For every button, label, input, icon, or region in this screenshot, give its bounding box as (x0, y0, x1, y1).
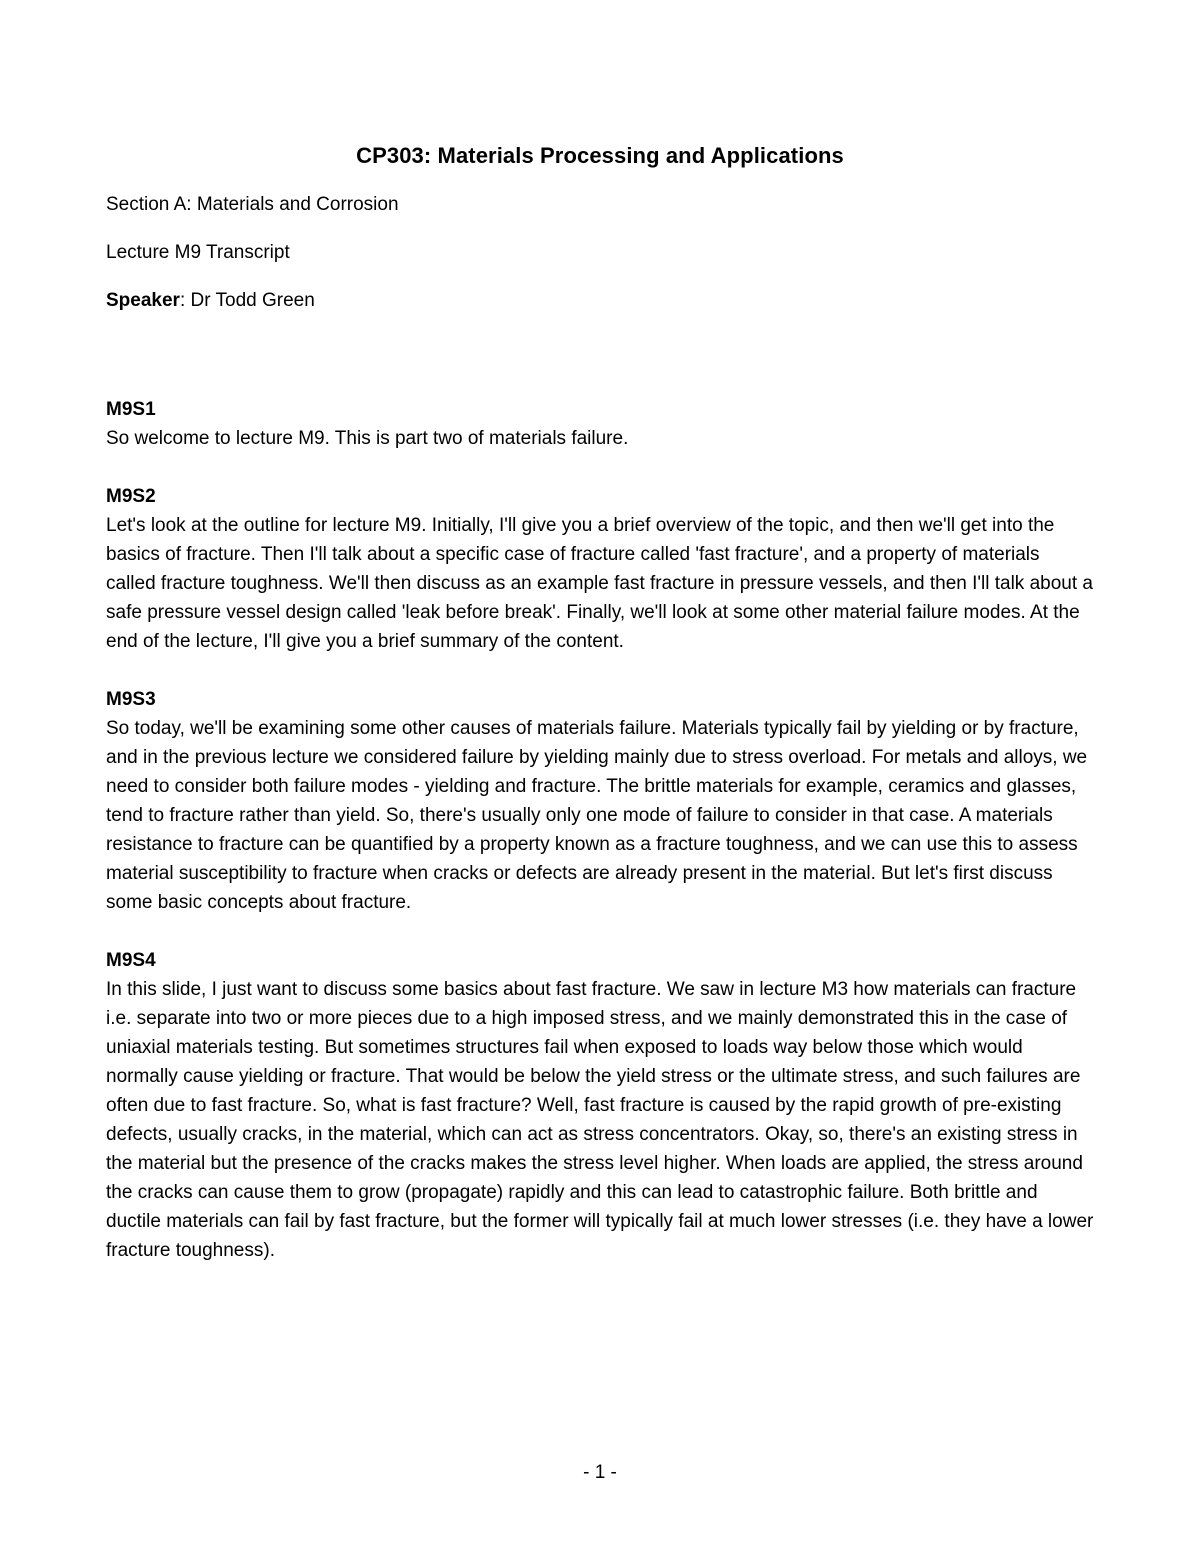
lecture-heading: Lecture M9 Transcript (106, 242, 290, 263)
segment-text: So welcome to lecture M9. This is part two of materials failure. (106, 428, 629, 449)
transcript-segment-m9s2 (106, 482, 1094, 656)
segment-id: M9S3 (106, 689, 156, 710)
segment-text: So today, we'll be examining some other causes of materials failure. Materials typically fail by yielding or by fracture, and in the previous lecture we considered failure by yielding mainly due to stress overload. For metals and alloys, we need to consider both failure modes - yielding and fracture. The brittle materials for example, ceramics and glasses, tend to fracture rather than yield. So, there's usually only one mode of failure to consider in that case. A materials resistance to fracture can be quantified by a property known as a fracture toughness, and we can use this to assess material susceptibility to fracture when cracks or defects are already present in the material. But let's first discuss some basic concepts about fracture. (106, 718, 1088, 913)
segment-text: Let's look at the outline for lecture M9. Initially, I'll give you a brief overview of the topic, and then we'll get into the basics of fracture. Then I'll talk about a specific case of fracture called 'fast fracture', and a property of materials called fracture toughness. We'll then discuss as an example fast fracture in pressure vessels, and then I'll talk about a safe pressure vessel design called 'leak before break'. Finally, we'll look at some other material failure modes. At the end of the lecture, I'll give you a brief summary of the content. (106, 515, 1093, 652)
page-number: - 1 - (583, 1462, 617, 1483)
section-heading: Section A: Materials and Corrosion (106, 194, 399, 215)
transcript-segment-m9s1 (106, 395, 1094, 453)
speaker-name: Dr Todd Green (190, 290, 315, 311)
transcript-segment-m9s4 (106, 946, 1094, 1265)
speaker-label: Speaker (106, 290, 180, 311)
segment-id: M9S2 (106, 486, 156, 507)
segment-text: In this slide, I just want to discuss some basics about fast fracture. We saw in lecture M3 how materials can fracture i.e. separate into two or more pieces due to a high imposed stress, and we mainly demonstrated this in the case of uniaxial materials testing. But sometimes structures fail when exposed to loads way below those which would normally cause yielding or fracture. That would be below the yield stress or the ultimate stress, and such failures are often due to fast fracture. So, what is fast fracture? Well, fast fracture is caused by the rapid growth of pre-existing defects, usually cracks, in the material, which can act as stress concentrators. Okay, so, there's an existing stress in the material but the presence of the cracks makes the stress level higher. When loads are applied, the stress around the cracks can cause them to grow (propagate) rapidly and this can lead to catastrophic failure. Both brittle and ductile materials can fail by fast fracture, but the former will typically fail at much lower stresses (i.e. they have a lower fracture toughness). (106, 979, 1094, 1261)
transcript-body (106, 395, 1094, 1294)
segment-id: M9S4 (106, 950, 156, 971)
speaker-line (106, 287, 315, 315)
document-title: CP303: Materials Processing and Applications (356, 143, 844, 168)
segment-id: M9S1 (106, 399, 156, 420)
transcript-segment-m9s3 (106, 685, 1094, 917)
speaker-separator: : (179, 290, 191, 311)
